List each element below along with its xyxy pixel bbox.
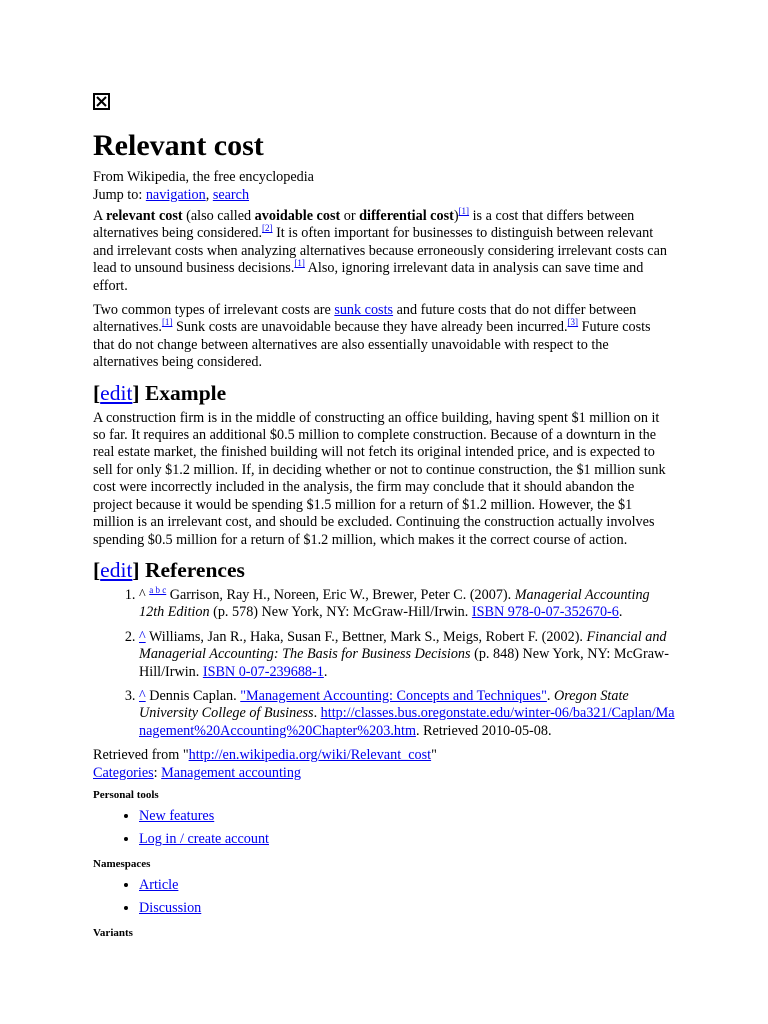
backlink[interactable]: ^ — [139, 628, 146, 645]
namespace-item — [139, 877, 675, 894]
variants-heading: Variants — [93, 926, 133, 939]
article-tab-link[interactable]: Article — [139, 876, 179, 893]
citation-link[interactable]: [1] — [458, 206, 470, 216]
reference-title-link[interactable]: "Management Accounting: Concepts and Techniques" — [240, 687, 547, 704]
category-management-accounting[interactable]: Management accounting — [161, 764, 302, 781]
personal-tool-item — [139, 831, 675, 848]
page-title: Relevant cost — [93, 129, 264, 162]
jump-to: Jump to: navigation, search — [93, 186, 250, 203]
edit-example-link[interactable]: edit — [100, 380, 133, 405]
personal-tools-heading: Personal tools — [93, 788, 159, 801]
jump-navigation-link[interactable]: navigation — [145, 186, 206, 203]
new-features-link[interactable]: New features — [139, 807, 215, 824]
site-sub: From Wikipedia, the free encyclopedia — [93, 169, 314, 185]
namespaces-heading: Namespaces — [93, 857, 151, 870]
citation-link[interactable]: [1] — [161, 317, 173, 328]
intro-paragraph-1: A relevant cost (also called avoidable cost or differential cost)[1] is a cost that differs between alternatives being considered.[2] It is often important for businesses to distinguish between relevant and irrelevant costs when analyzing alternatives because erroneously considering irrelevant costs can lead to unsound business decisions.[1] Also, ignoring irrelevant data in analysis can save time and effort. — [93, 206, 667, 294]
reference-item: 2. ^ Williams, Jan R., Haka, Susan F., Bettner, Mark S., Meigs, Robert F. (2002). Financial and Managerial Accounting: The Basis for Business Decisions (p. 848) New York, NY: McGraw-Hill/Irwin. ISBN 0-07-239688-1. — [139, 629, 675, 681]
example-paragraph: A construction firm is in the middle of constructing an office building, having spent $1 million on it so far. It requires an additional $0.5 million to complete construction. Because of a downturn in the real estate market, the finished building will not fetch its original intended price, and is expected to sell for only $1.2 million. If, in deciding whether or not to continue construction, the $1 million sunk cost were incorrectly included in the analysis, the firm may conclude that it should abandon the project because it would be spending $1.5 million for a return of $1.2 million. However, the $1 million is an irrelevant cost, and should be excluded. Continuing the construction actually involves spending $0.5 million for a return of $1.2 million, which makes it the correct course of action. — [93, 409, 666, 548]
article-body — [93, 208, 675, 946]
personal-tools-list — [93, 808, 675, 849]
category-links: Categories: Management accounting — [93, 764, 302, 781]
isbn-link[interactable]: ISBN 978-0-07-352670-6 — [471, 604, 619, 621]
sunk-costs-link[interactable]: sunk costs — [334, 302, 394, 319]
section-heading-example: [edit] Example — [93, 380, 227, 405]
intro-paragraph-2: Two common types of irrelevant costs are sunk costs and future costs that do not differ between alternatives.[1] Sunk costs are unavoidable because they have already been incurred.[3] Future costs that do not change between alternatives are also essentially unavoidable with respect to the alternatives being considered. — [93, 302, 651, 371]
login-link[interactable]: Log in / create account — [139, 831, 269, 848]
personal-tool-item — [139, 808, 675, 825]
categories-link[interactable]: Categories — [93, 764, 154, 781]
broken-image-icon — [93, 93, 110, 110]
jump-search-link[interactable]: search — [212, 186, 250, 203]
reference-url-link[interactable]: http://classes.bus.oregonstate.edu/winter-06/ba321/Caplan/Management%20Accounting%20Chapter%203.htm — [139, 705, 675, 739]
namespaces-list — [93, 877, 675, 918]
lead-block — [93, 169, 675, 204]
namespace-item — [139, 900, 675, 917]
isbn-link[interactable]: ISBN 0-07-239688-1 — [202, 663, 324, 680]
reference-item: 3. ^ Dennis Caplan. "Management Accounting: Concepts and Techniques". Oregon State University College of Business. http://classes.bus.oregonstate.edu/winter-06/ba321/Caplan/Management%20Accounting%20Chapter%203.htm. Retrieved 2010-05-08. — [139, 688, 675, 740]
discussion-tab-link[interactable]: Discussion — [139, 900, 202, 917]
section-heading-references: [edit] References — [93, 557, 245, 582]
edit-references-link[interactable]: edit — [100, 557, 133, 582]
reference-item: 1. ^ $^{a b c}$ Garrison, Ray H., Noreen, Eric W., Brewer, Peter C. (2007). Managerial Accounting 12th Edition (p. 578) New York, NY: McGraw-Hill/Irwin. ISBN 978-0-07-352670-6. — [139, 587, 675, 622]
retrieved-from: Retrieved from "http://en.wikipedia.org/wiki/Relevant_cost" — [93, 747, 437, 764]
backlink[interactable]: a b c — [149, 584, 167, 595]
backlink[interactable]: ^ — [139, 687, 146, 704]
citation-link[interactable]: [1] — [294, 258, 305, 269]
citation-link[interactable]: [2] — [262, 223, 273, 234]
citation-link[interactable]: [3] — [567, 317, 579, 328]
permalink[interactable]: http://en.wikipedia.org/wiki/Relevant_cost — [188, 747, 432, 764]
references-list — [93, 584, 675, 740]
